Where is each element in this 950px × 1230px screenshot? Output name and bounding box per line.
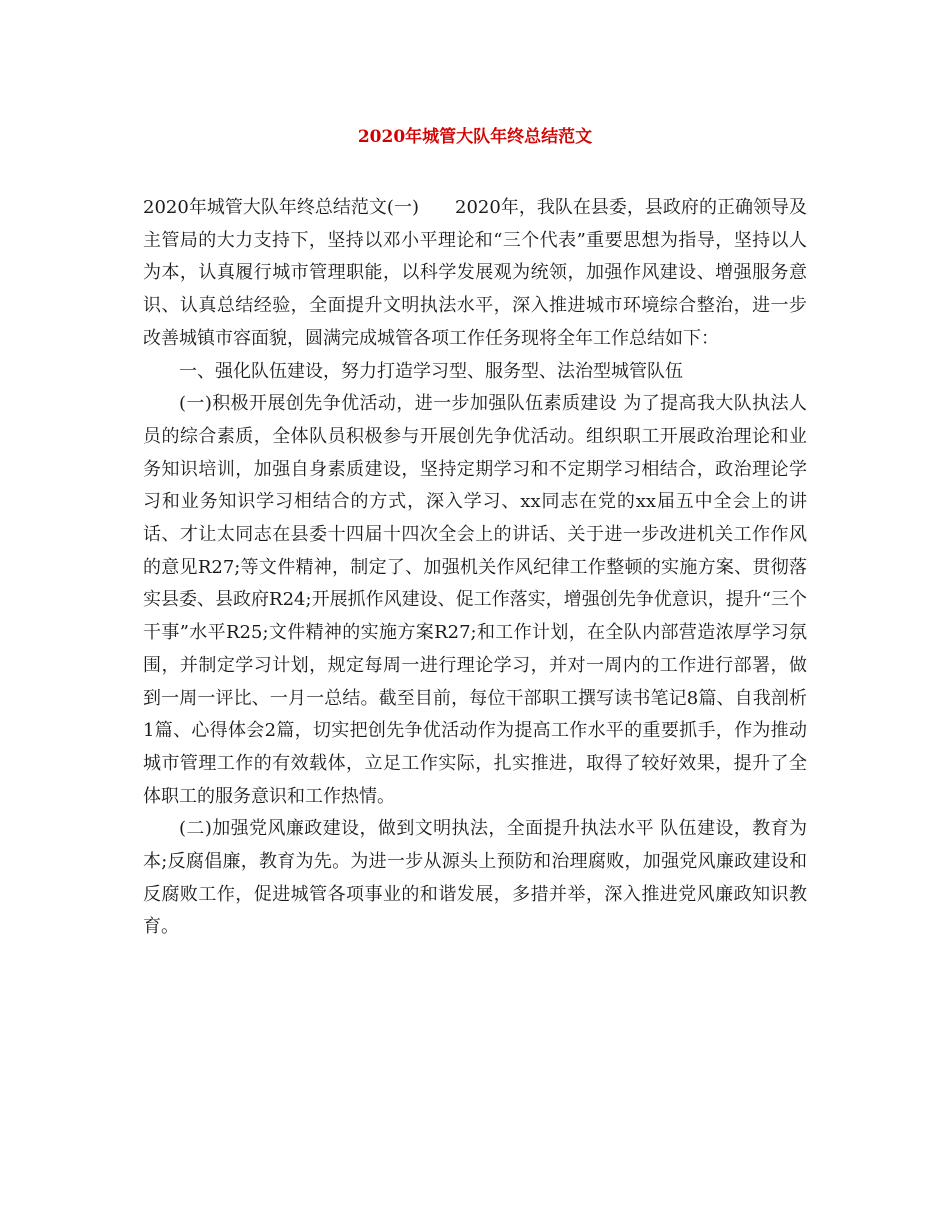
- paragraph-intro: 2020年城管大队年终总结范文(一) 2020年，我队在县委，县政府的正确领导及主管局的大力支持下，坚持以邓小平理论和“三个代表”重要思想为指导，坚持以人为本，认真履行城市管理职能，以科学发展观为统领，加强作风建设、增强服务意识、认真总结经验，全面提升文明执法水平，深入推进城市环境综合整治，进一步改善城镇市容面貌，圆满完成城管各项工作任务现将全年工作总结如下：: [143, 197, 807, 349]
- section-heading-1: 一、强化队伍建设，努力打造学习型、服务型、法治型城管队伍: [179, 360, 683, 382]
- document-body: [143, 163, 807, 944]
- document-title: 2020年城管大队年终总结范文: [357, 127, 593, 147]
- paragraph-subsection-2: (二)加强党风廉政建设，做到文明执法，全面提升执法水平 队伍建设，教育为本;反腐倡廉，教育为先。为进一步从源头上预防和治理腐败，加强党风廉政建设和反腐败工作，促进城管各项事业的和谐发展，多措并举，深入推进党风廉政知识教育。: [143, 818, 807, 938]
- paragraph-subsection-1: (一)积极开展创先争优活动，进一步加强队伍素质建设 为了提高我大队执法人员的综合素质，全体队员积极参与开展创先争优活动。组织职工开展政治理论和业务知识培训，加强自身素质建设，坚持定期学习和不定期学习相结合，政治理论学习和业务知识学习相结合的方式，深入学习、xx同志在党的xx届五中全会上的讲话、才让太同志在县委十四届十四次全会上的讲话、关于进一步改进机关工作作风的意见R27;等文件精神，制定了、加强机关作风纪律工作整顿的实施方案、贯彻落实县委、县政府R24;开展抓作风建设、促工作落实，增强创先争优意识，提升“三个干事”水平R25;文件精神的实施方案R27;和工作计划，在全队内部营造浓厚学习氛围，并制定学习计划，规定每周一进行理论学习，并对一周内的工作进行部署，做到一周一评比、一月一总结。截至目前，每位干部职工撰写读书笔记8篇、自我剖析1篇、心得体会2篇，切实把创先争优活动作为提高工作水平的重要抓手，作为推动城市管理工作的有效载体，立足工作实际，扎实推进，取得了较好效果，提升了全体职工的服务意识和工作热情。: [143, 393, 807, 807]
